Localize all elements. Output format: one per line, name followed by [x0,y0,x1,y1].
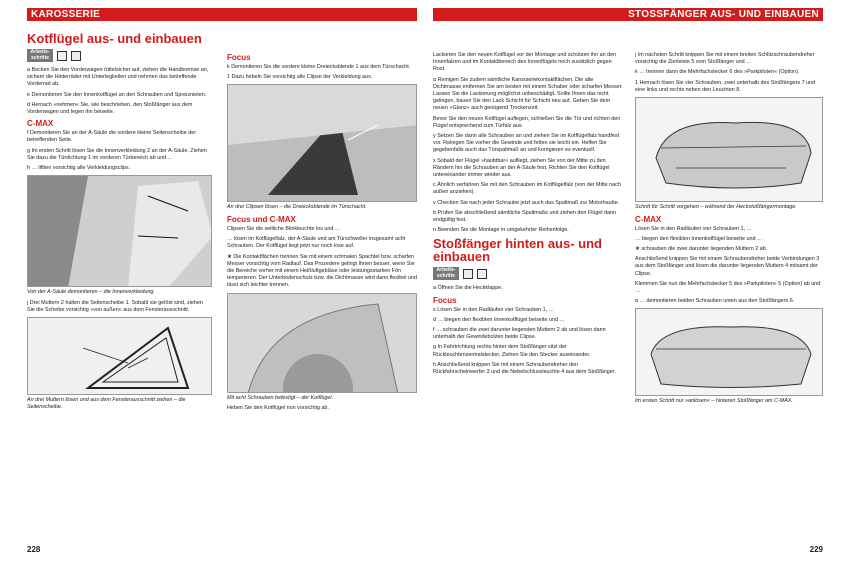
right-column-1 [433,52,623,379]
rear-bumper-diagram [635,97,823,202]
step-text: x Sobald der Flügel »haubtbar« aufliegt, ziehen Sie von der Mitte zu den Rändern hin die Schrauben an der A-Säule fest. Richten Sie den Kotflügel untereinander immer wieder aus. [433,157,610,179]
step-text: ★ Die Kontaktflächen trennen Sie mit einem schmalen Spachtel bzw. scharfen Messer vorsichtig vom Radlauf. Das Prozedere gelingt Ihnen besser, wenn Sie die Bereiche vorher mit einem Heißluftgebläse oder leistungsstarken Fön temperieren. Der Unterbodenschutz bzw. die Dichtmasse wird dann flexibel und lässt sich leichter trennen. [227,253,417,289]
figure-caption: An drei Clipsen lösen – die Dreiecksblende im Türschacht. [227,204,367,211]
right-page [425,0,850,563]
step-text: Bevor Sie den neuen Kotflügel auflegen, schließen Sie die Tür und richten den Flügel entsprechend zum Türfalz aus. [433,115,621,129]
figure-caption: Von der A-Säule demontieren – die Innenverkleidung. [27,289,155,296]
step-text: a Öffnen Sie die Heckklappe. [433,285,503,292]
step-text: … biegen den flexiblen Innenkotflügel beiseite und … [635,235,763,242]
section-title: Stoßfänger hinten aus- und einbauen [433,236,602,265]
figure-caption: An drei Muttern lösen und aus dem Fensterausschnitt ziehen – die Seitenscheibe. [27,397,186,410]
work-steps-badge [433,267,623,280]
a-pillar-photo [27,175,212,287]
figure-caption: Schritt für Schritt vorgehen – während der Heckstoßfängermontage. [635,204,797,211]
section-title: Kotflügel aus- und einbauen [27,31,202,46]
step-text: k … trennen dann die Mehrfachstecker 6 des »Parkpiloten« (Option). [635,69,800,76]
triangle-trim-photo [227,84,417,202]
step-text: h … liftten vorsichtig alle Verkleidungsclips. [27,165,131,172]
tool-icon [71,51,81,61]
subheading: Focus und C-MAX [227,215,296,224]
tool-icon [477,269,487,279]
step-text: n Beenden Sie die Montage in umgekehrter Reihenfolge. [433,227,569,234]
step-text: α Reinigen Sie zudem sämtliche Karosseriekontaktflächen. Die alte Dichtmasse entfernen Sie am besten mit einem Schaber oder scharfen Messer. Lassen Sie die Lackierung möglichst unbeschädigt. Sollte Ihnen das nicht gelingen, bauen Sie den Lack Schicht für Schicht neu auf. Geben Sie dem neuen »Glanz« auch genügend Trockenzeit. [433,76,623,112]
subheading: Focus [433,295,457,305]
fender-photo [227,293,417,393]
figure-caption: Mit acht Schrauben befestigt – der Kotflügel. [227,394,334,401]
left-column-1 [27,30,212,414]
work-steps-badge [27,49,212,62]
badge-label: Arbeits- schritte [433,267,459,280]
step-text: Lösen Sie in den Radläufen vier Schrauben 1, … [635,225,752,232]
step-text: α … demontieren beiden Schrauben unten aus den Stoßfängers 6. [635,298,795,305]
step-text: Lackieren Sie den neuen Kotflügel vor der Montage und schützen ihn an den Innenfalzen und im Kontaktbereich des Innenflügels noch zusätzlich gegen Rost. [433,52,617,73]
step-text: d Hernach »nehmen« Sie, wie beschrieben, den Stoßfänger aus dem Vorderwagen und legen ihn beiseite. [27,101,193,116]
step-text: j Drei Muttern 2 halten die Seitenscheibe 1. Sobald sie gelöst sind, ziehen Sie die Scheibe vorsichtig »von außen« aus dem Fensterausschnitt. [27,299,203,314]
step-text: k Demontieren Sie die vordere kleine Dreiecksblende 1 aus dem Türschacht. [227,64,411,70]
step-text: s Lösen Sie in den Radläufen vier Schrauben 1, … [433,306,555,313]
step-text: d … biegen den flexiblen Innenkotflügel beiseite und … [433,316,565,323]
step-text: … lösen im Kotflügelfalz, der A-Säule und am Türschweller insgesamt acht Schrauben. Der Kotflügel liegt jetzt nur noch lose auf. [227,236,406,250]
section-header: STOSSFÄNGER AUS- UND EINBAUEN [433,8,823,21]
step-text: j Im nächsten Schritt knippen Sie mit einem breiten Schlitzschraubendreher vorsichtig die Zierleiste 5 vom Stoßfänger und … [635,52,815,66]
difficulty-icon [57,51,67,61]
page-number: 228 [27,545,41,554]
step-text: a Bocken Sie den Vorderwagen rüttelsicher auf, ziehen die Handbremse an, sichern die Hinterräder mit Unterlegkeilen und nehmen das betreffende Vorderrad ab. [27,67,209,88]
badge-label: Arbeits- schritte [27,49,53,62]
section-header: KAROSSERIE [27,8,417,21]
step-text: g In Fahrtrichtung rechts hinter dem Stoßfänger sitzt der Rückleuchtenzentralstecker. Ziehen Sie den Stecker auseinander. [433,344,591,358]
cmax-bumper-diagram [635,308,823,396]
page-number: 229 [809,545,823,554]
step-text: y Setzen Sie dann alle Schrauben an und ziehen Sie im Kotflügelfalz handfest vor. Reinigen Sie vorher die Gewinde und fetten sie leicht ein. Helfen Sie gegebenfalls auch das Türspaltmaß an und korrigieren es eventuell. [433,133,620,154]
difficulty-icon [463,269,473,279]
step-text: f … schrauben die zwei darunter liegenden Muttern 2 ab und lösen dann unterhalb der Gewindebolzen beide Clipse. [433,327,606,341]
step-text: e Demontieren Sie den Innenkotflügel an den Schrauben und Spreiznieten. [27,91,207,98]
step-text: v Checken Sie nach jeder Schraube jetzt auch das Spaltmaß zur Motorhaube. [433,199,620,206]
step-text: f Demontieren Sie an der A-Säule die vordere kleine Seitenscheibe der betreffenden Seite. [27,130,197,144]
step-text: Klemmen Sie nun die Mehrfachstecker 5 des »Parkpiloten« 5 (Option) ab und … [635,280,821,295]
figure-caption: Im ersten Schritt nur »anlösen« – hinteren Stoßfänger am C-MAX. [635,398,793,405]
step-text: 1 Dazu hebeln Sie vorsichtig alle Clipse der Verkleidung aus. [227,74,373,81]
step-text: Anschließend knippen Sie mit einem Schraubendreher beide Verbindungen 3 aus dem Stoßfänger und lösen die darunter liegenden Muttern 4 mitsamt der Clipse. [635,256,820,277]
step-text: ★ schrauben die zwei darunter liegenden Muttern 2 ab. [635,246,768,253]
subheading: C-MAX [635,214,662,224]
step-text: 1 Hernach lösen Sie vier Schrauben, zwei unterhalb des Stoßfängers 7 und eine links und rechts neben den Leuchten 8. [635,79,816,93]
right-column-2 [635,52,823,409]
step-text: Heben Sie den Kotflügel nun vorsichtig ab. [227,405,329,412]
subheading: Focus [227,53,251,62]
step-text: g Im ersten Schritt lösen Sie die Innenverkleidung 2 an der A-Säule. Ziehen Sie dazu die Türdichtung 1 im vorderen Türbereich ab und … [27,147,207,161]
left-column-2 [227,50,417,415]
step-text: Clipsen Sie die seitliche Blinkleuchte los und … [227,226,341,232]
subheading: C-MAX [27,119,54,129]
side-window-drawing [27,317,212,395]
step-text: h Anschließend knippen Sie mit einem Schraubendreher den Rückfahrscheinwerfer 3 und die Nebelschlussleuchte 4 aus dem Stoßfänger. [433,361,616,376]
step-text: c Ähnlich verfahren Sie mit den Schrauben im Kotflügelfalz (von der Mitte nach außen anziehen). [433,182,621,196]
step-text: b Prüfen Sie abschließend sämtliche Spaltmaße und ziehen den Flügel dann endgültig fest. [433,209,617,224]
